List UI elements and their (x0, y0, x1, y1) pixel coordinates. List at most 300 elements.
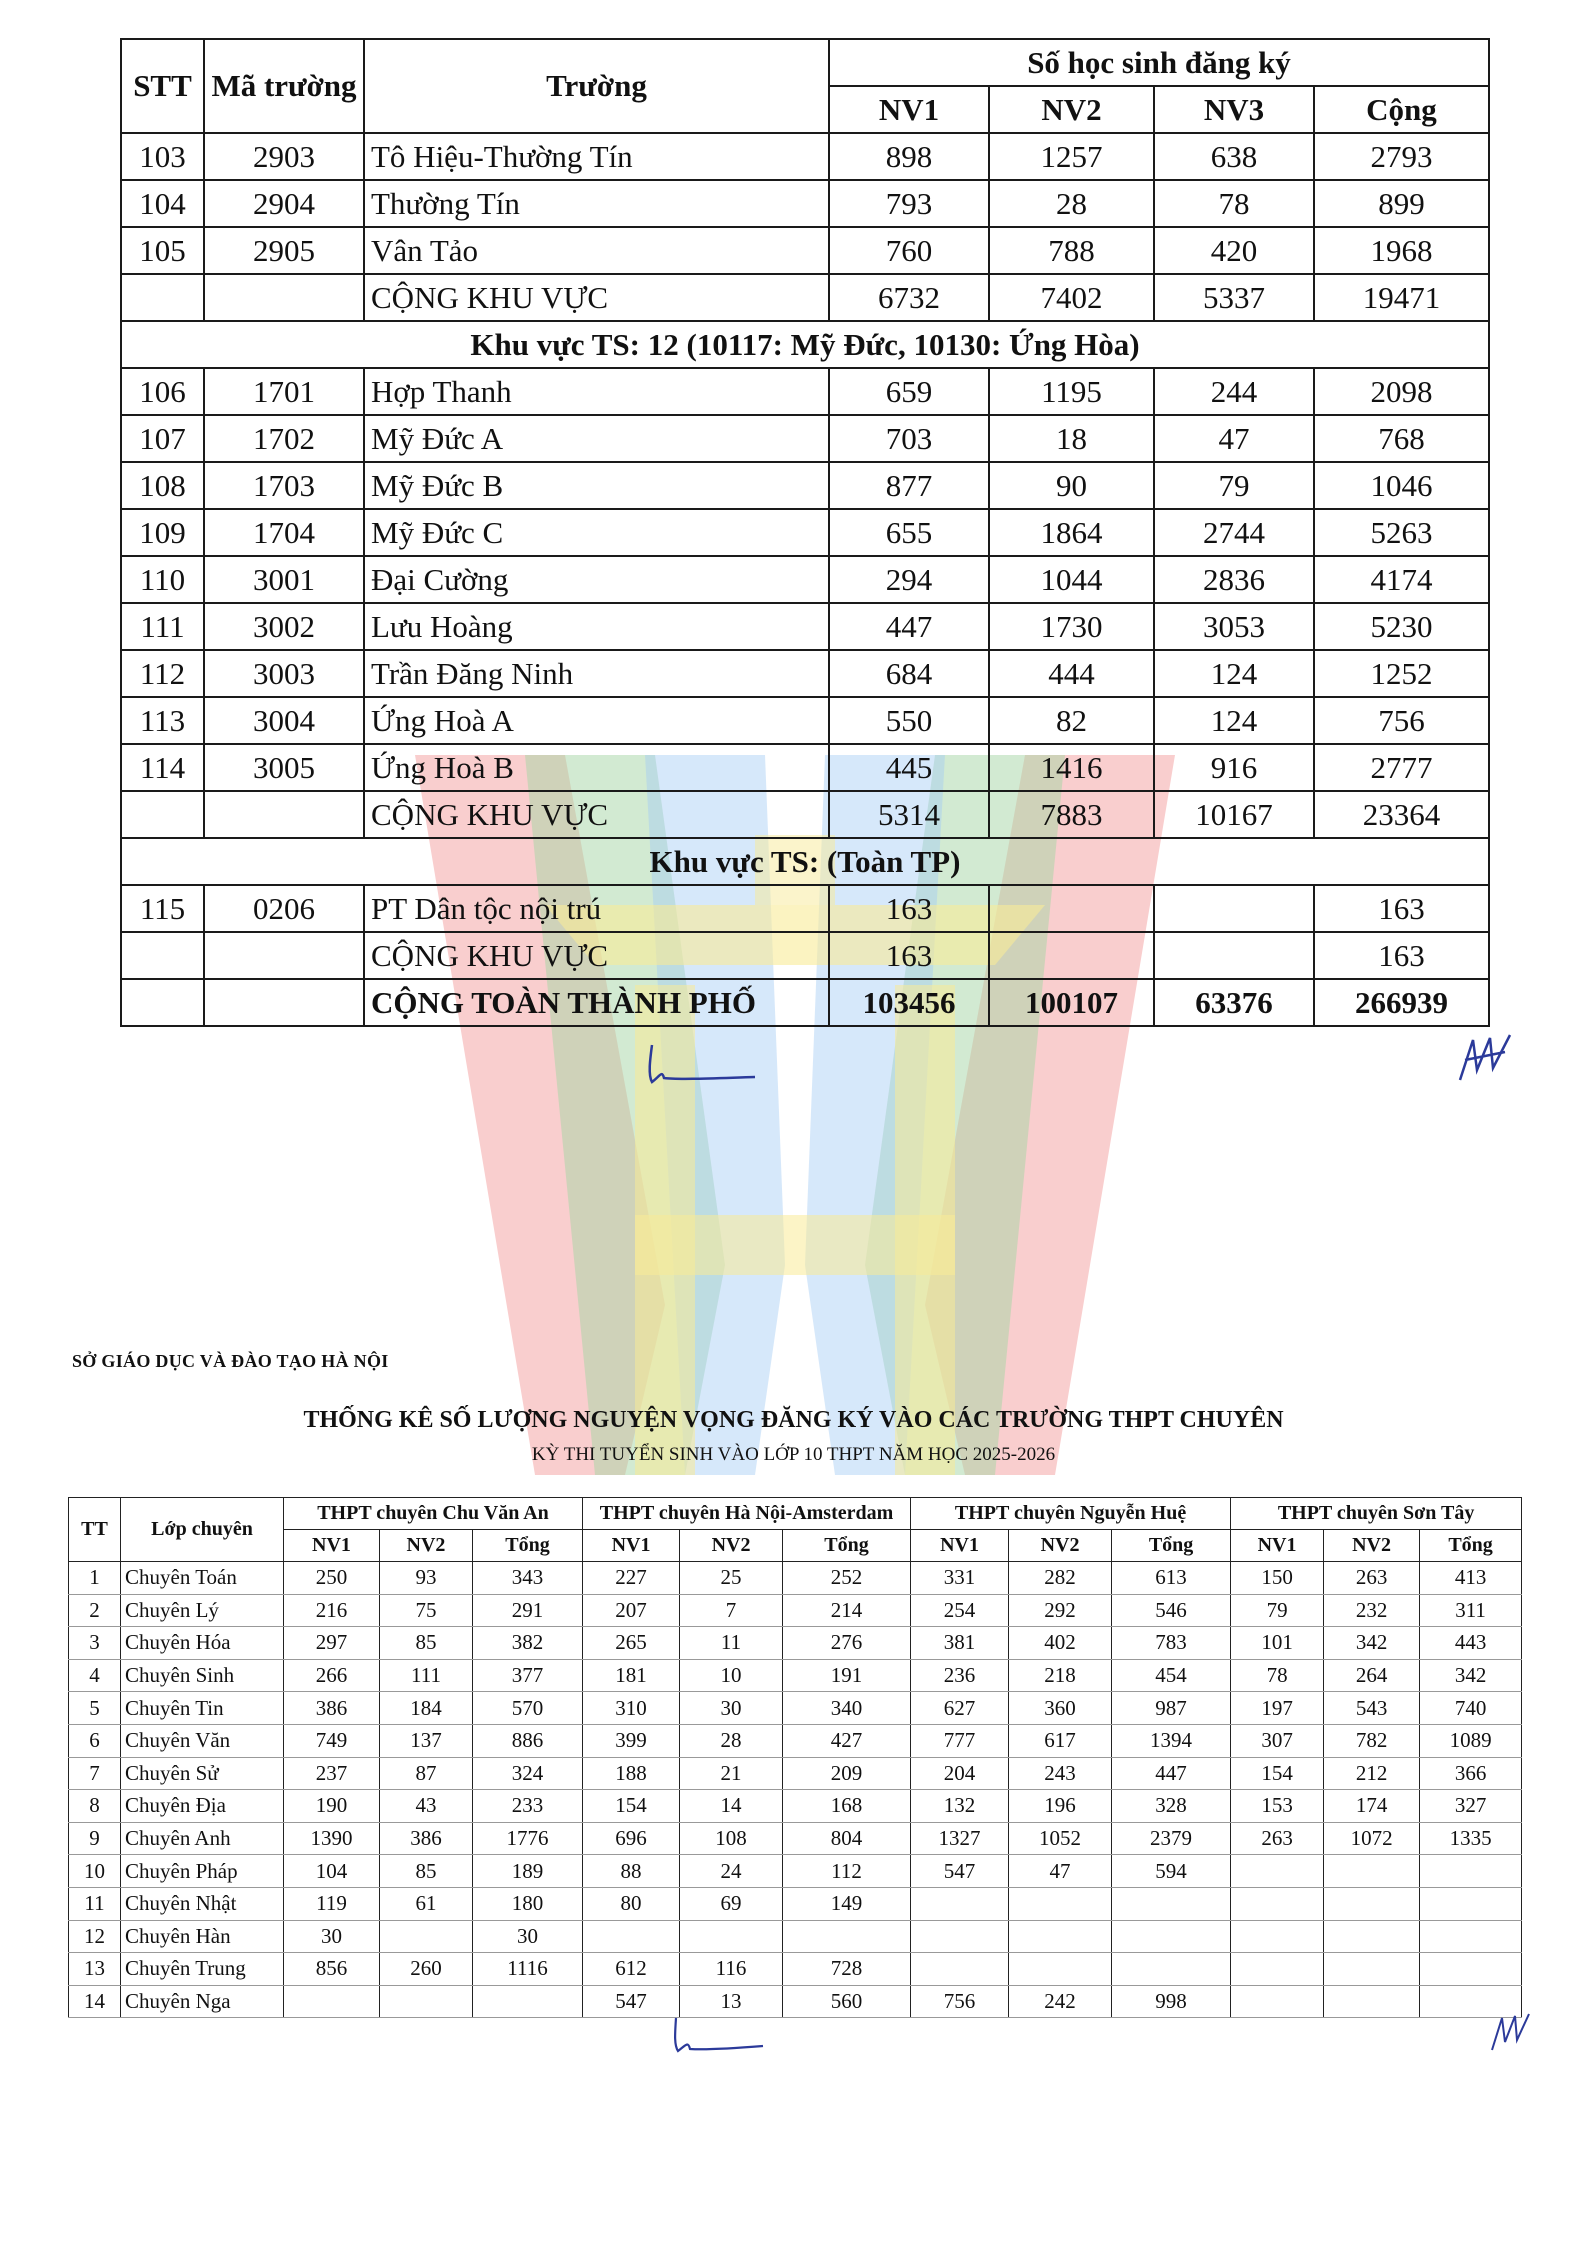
cell-nv2 (1009, 1953, 1112, 1986)
table-row (121, 885, 1489, 932)
cell-tong: 214 (783, 1594, 911, 1627)
cell-tong: 998 (1112, 1985, 1231, 2018)
cell-tong: 233 (473, 1790, 583, 1823)
cell-nv2: 21 (680, 1757, 783, 1790)
cell-nv3: 63376 (1154, 979, 1314, 1026)
cell-nv2: 7402 (989, 274, 1154, 321)
cell-stt: 111 (121, 603, 204, 650)
cell-nv2: 82 (989, 697, 1154, 744)
cell-nv2: 386 (380, 1822, 473, 1855)
cell-stt (121, 979, 204, 1026)
cell-nv2: 11 (680, 1627, 783, 1660)
cell-tong: 2379 (1112, 1822, 1231, 1855)
total-row (121, 979, 1489, 1026)
cell-nv2: 108 (680, 1822, 783, 1855)
cell-tong: 377 (473, 1659, 583, 1692)
cell-nv3: 2836 (1154, 556, 1314, 603)
cell-truong: Lưu Hoàng (364, 603, 829, 650)
cell-tong (1420, 1920, 1522, 1953)
header-ma-truong: Mã trường (204, 39, 364, 133)
table-row (69, 1562, 1522, 1595)
cell-nv1: 877 (829, 462, 989, 509)
cell-cong: 19471 (1314, 274, 1489, 321)
cell-tong: 342 (1420, 1659, 1522, 1692)
cell-nv3 (1154, 932, 1314, 979)
cell-nv2: 24 (680, 1855, 783, 1888)
cell-nv2: 1195 (989, 368, 1154, 415)
cell-truong: CỘNG KHU VỰC (364, 932, 829, 979)
cell-stt (121, 791, 204, 838)
header-tong: Tổng (1112, 1530, 1231, 1562)
cell-nv2: 218 (1009, 1659, 1112, 1692)
cell-tong: 343 (473, 1562, 583, 1595)
cell-tong: 366 (1420, 1757, 1522, 1790)
cell-ma-truong: 3001 (204, 556, 364, 603)
cell-truong: PT Dân tộc nội trú (364, 885, 829, 932)
cell-tt: 7 (69, 1757, 121, 1790)
cell-nv1: 331 (911, 1562, 1009, 1595)
cell-nv1: 756 (911, 1985, 1009, 2018)
cell-tt: 12 (69, 1920, 121, 1953)
cell-nv2: 292 (1009, 1594, 1112, 1627)
cell-nv2: 232 (1324, 1594, 1420, 1627)
cell-cong: 2098 (1314, 368, 1489, 415)
cell-cong: 899 (1314, 180, 1489, 227)
cell-tong: 252 (783, 1562, 911, 1595)
cell-nv2: 1044 (989, 556, 1154, 603)
cell-nv2: 47 (1009, 1855, 1112, 1888)
cell-tt: 13 (69, 1953, 121, 1986)
cell-nv2: 782 (1324, 1724, 1420, 1757)
cell-tong: 447 (1112, 1757, 1231, 1790)
cell-nv1 (1231, 1920, 1324, 1953)
cell-nv2: 25 (680, 1562, 783, 1595)
cell-nv1: 655 (829, 509, 989, 556)
cell-nv2: 13 (680, 1985, 783, 2018)
cell-tt: 3 (69, 1627, 121, 1660)
header-nv2: NV2 (989, 86, 1154, 133)
cell-nv1: 265 (583, 1627, 680, 1660)
cell-nv3: 10167 (1154, 791, 1314, 838)
cell-nv1 (911, 1920, 1009, 1953)
cell-nv1 (1231, 1985, 1324, 2018)
cell-nv1: 297 (284, 1627, 380, 1660)
cell-nv2 (680, 1920, 783, 1953)
cell-nv2: 184 (380, 1692, 473, 1725)
cell-nv2: 1052 (1009, 1822, 1112, 1855)
cell-nv1: 386 (284, 1692, 380, 1725)
table-row (69, 1659, 1522, 1692)
cell-cong: 163 (1314, 885, 1489, 932)
cell-stt: 110 (121, 556, 204, 603)
cell-nv2: 1257 (989, 133, 1154, 180)
cell-nv2: 137 (380, 1724, 473, 1757)
table-row (69, 1757, 1522, 1790)
cell-truong: Thường Tín (364, 180, 829, 227)
cell-lop-chuyen: Chuyên Lý (121, 1594, 284, 1627)
cell-nv2: 1730 (989, 603, 1154, 650)
cell-tt: 8 (69, 1790, 121, 1823)
cell-stt: 115 (121, 885, 204, 932)
cell-cong: 1046 (1314, 462, 1489, 509)
signature-mark (668, 2015, 768, 2060)
cell-nv1: 154 (583, 1790, 680, 1823)
cell-nv1: 216 (284, 1594, 380, 1627)
cell-truong: Mỹ Đức C (364, 509, 829, 556)
cell-nv2: 7883 (989, 791, 1154, 838)
cell-nv2: 69 (680, 1887, 783, 1920)
cell-nv1 (1231, 1953, 1324, 1986)
cell-ma-truong: 1701 (204, 368, 364, 415)
cell-cong: 768 (1314, 415, 1489, 462)
cell-nv1: 547 (911, 1855, 1009, 1888)
cell-nv2: 61 (380, 1887, 473, 1920)
table-row (121, 697, 1489, 744)
cell-lop-chuyen: Chuyên Tin (121, 1692, 284, 1725)
cell-tong: 987 (1112, 1692, 1231, 1725)
cell-stt: 105 (121, 227, 204, 274)
cell-nv1: 445 (829, 744, 989, 791)
cell-truong: Tô Hiệu-Thường Tín (364, 133, 829, 180)
cell-ma-truong: 3004 (204, 697, 364, 744)
cell-nv2: 30 (680, 1692, 783, 1725)
cell-nv2: 242 (1009, 1985, 1112, 2018)
header-school: THPT chuyên Nguyễn Huệ (911, 1498, 1231, 1530)
cell-truong: Hợp Thanh (364, 368, 829, 415)
cell-cong: 1252 (1314, 650, 1489, 697)
cell-tt: 10 (69, 1855, 121, 1888)
cell-nv2: 360 (1009, 1692, 1112, 1725)
org-name: SỞ GIÁO DỤC VÀ ĐÀO TẠO HÀ NỘI (72, 1351, 389, 1371)
cell-lop-chuyen: Chuyên Sử (121, 1757, 284, 1790)
cell-nv2 (380, 1920, 473, 1953)
cell-nv2: 342 (1324, 1627, 1420, 1660)
cell-truong: Đại Cường (364, 556, 829, 603)
table-row (121, 744, 1489, 791)
header-group: Số học sinh đăng ký (829, 39, 1489, 86)
cell-tt: 11 (69, 1887, 121, 1920)
cell-nv1: 250 (284, 1562, 380, 1595)
cell-tt: 4 (69, 1659, 121, 1692)
cell-tong: 1116 (473, 1953, 583, 1986)
cell-truong: Ứng Hoà B (364, 744, 829, 791)
table-row (69, 1920, 1522, 1953)
cell-tong: 291 (473, 1594, 583, 1627)
cell-tong: 189 (473, 1855, 583, 1888)
cell-nv2: 90 (989, 462, 1154, 509)
cell-nv1: 150 (1231, 1562, 1324, 1595)
section-heading: Khu vực TS: 12 (10117: Mỹ Đức, 10130: Ứng Hòa) (121, 321, 1489, 368)
cell-tong: 276 (783, 1627, 911, 1660)
cell-cong: 23364 (1314, 791, 1489, 838)
header-tong: Tổng (473, 1530, 583, 1562)
cell-nv3: 2744 (1154, 509, 1314, 556)
cell-nv3: 78 (1154, 180, 1314, 227)
cell-nv1: 898 (829, 133, 989, 180)
cell-lop-chuyen: Chuyên Địa (121, 1790, 284, 1823)
signature-mark (1488, 2010, 1533, 2055)
cell-nv1: 163 (829, 932, 989, 979)
cell-ma-truong: 3005 (204, 744, 364, 791)
cell-ma-truong (204, 791, 364, 838)
cell-nv3: 916 (1154, 744, 1314, 791)
cell-stt: 107 (121, 415, 204, 462)
table-row (69, 1692, 1522, 1725)
cell-cong: 1968 (1314, 227, 1489, 274)
cell-nv1: 30 (284, 1920, 380, 1953)
header-tong: Tổng (1420, 1530, 1522, 1562)
cell-nv2 (989, 932, 1154, 979)
table-row (121, 932, 1489, 979)
header-truong: Trường (364, 39, 829, 133)
cell-tong (1112, 1920, 1231, 1953)
cell-stt (121, 274, 204, 321)
header-nv1: NV1 (911, 1530, 1009, 1562)
cell-tong: 427 (783, 1724, 911, 1757)
cell-nv1: 447 (829, 603, 989, 650)
cell-nv2 (1009, 1920, 1112, 1953)
table-row (121, 274, 1489, 321)
cell-nv1: 101 (1231, 1627, 1324, 1660)
cell-nv1: 307 (1231, 1724, 1324, 1757)
table-row (121, 133, 1489, 180)
cell-tong: 594 (1112, 1855, 1231, 1888)
header-tt: TT (69, 1498, 121, 1562)
cell-tt: 2 (69, 1594, 121, 1627)
cell-nv1: 684 (829, 650, 989, 697)
cell-cong: 2793 (1314, 133, 1489, 180)
table-row (69, 1790, 1522, 1823)
cell-nv2: 402 (1009, 1627, 1112, 1660)
cell-nv1 (911, 1887, 1009, 1920)
cell-nv1: 188 (583, 1757, 680, 1790)
signature-mark (1455, 1030, 1515, 1085)
cell-nv2: 75 (380, 1594, 473, 1627)
cell-nv1: 237 (284, 1757, 380, 1790)
cell-tong: 327 (1420, 1790, 1522, 1823)
header-tong: Tổng (783, 1530, 911, 1562)
cell-nv2: 264 (1324, 1659, 1420, 1692)
cell-nv2: 282 (1009, 1562, 1112, 1595)
cell-tong: 209 (783, 1757, 911, 1790)
header-nv1: NV1 (284, 1530, 380, 1562)
cell-nv2: 28 (680, 1724, 783, 1757)
header-stt: STT (121, 39, 204, 133)
cell-nv1: 204 (911, 1757, 1009, 1790)
table-row (69, 1953, 1522, 1986)
cell-nv1: 80 (583, 1887, 680, 1920)
cell-tong: 30 (473, 1920, 583, 1953)
document-title: THỐNG KÊ SỐ LƯỢNG NGUYỆN VỌNG ĐĂNG KÝ VÀO CÁC TRƯỜNG THPT CHUYÊN (303, 1407, 1284, 1433)
cell-tong: 112 (783, 1855, 911, 1888)
cell-cong: 163 (1314, 932, 1489, 979)
cell-nv2: 260 (380, 1953, 473, 1986)
cell-nv1: 1390 (284, 1822, 380, 1855)
cell-tong: 413 (1420, 1562, 1522, 1595)
cell-nv2: 111 (380, 1659, 473, 1692)
cell-tong: 570 (473, 1692, 583, 1725)
cell-nv1: 263 (1231, 1822, 1324, 1855)
cell-nv1 (1231, 1855, 1324, 1888)
cell-tong: 340 (783, 1692, 911, 1725)
cell-tong: 728 (783, 1953, 911, 1986)
cell-truong: Vân Tảo (364, 227, 829, 274)
cell-nv2: 43 (380, 1790, 473, 1823)
cell-nv1: 760 (829, 227, 989, 274)
header-lop-chuyen: Lớp chuyên (121, 1498, 284, 1562)
cell-cong: 266939 (1314, 979, 1489, 1026)
cell-nv2: 1864 (989, 509, 1154, 556)
table-row (69, 1822, 1522, 1855)
cell-nv1: 550 (829, 697, 989, 744)
cell-lop-chuyen: Chuyên Hóa (121, 1627, 284, 1660)
cell-truong: CỘNG KHU VỰC (364, 791, 829, 838)
cell-truong: Mỹ Đức B (364, 462, 829, 509)
table-row (69, 1985, 1522, 2018)
table-row (121, 415, 1489, 462)
cell-tt: 5 (69, 1692, 121, 1725)
header-nv3: NV3 (1154, 86, 1314, 133)
header-school: THPT chuyên Sơn Tây (1231, 1498, 1522, 1530)
cell-nv1 (583, 1920, 680, 1953)
cell-cong: 5230 (1314, 603, 1489, 650)
table-row (121, 509, 1489, 556)
cell-nv1: 399 (583, 1724, 680, 1757)
cell-nv3: 5337 (1154, 274, 1314, 321)
cell-ma-truong: 2904 (204, 180, 364, 227)
cell-ma-truong: 0206 (204, 885, 364, 932)
cell-nv1: 659 (829, 368, 989, 415)
table-row (121, 368, 1489, 415)
cell-cong: 5263 (1314, 509, 1489, 556)
cell-nv1: 236 (911, 1659, 1009, 1692)
cell-nv1: 856 (284, 1953, 380, 1986)
cell-lop-chuyen: Chuyên Nga (121, 1985, 284, 2018)
document-subtitle: KỲ THI TUYỂN SINH VÀO LỚP 10 THPT NĂM HỌC 2025-2026 (531, 1444, 1056, 1465)
cell-nv1 (1231, 1887, 1324, 1920)
cell-tong: 1394 (1112, 1724, 1231, 1757)
header-cong: Cộng (1314, 86, 1489, 133)
cell-nv2: 243 (1009, 1757, 1112, 1790)
cell-tong: 613 (1112, 1562, 1231, 1595)
cell-ma-truong: 2905 (204, 227, 364, 274)
cell-tong (473, 1985, 583, 2018)
cell-nv1: 5314 (829, 791, 989, 838)
header-nv2: NV2 (1324, 1530, 1420, 1562)
cell-tong: 180 (473, 1887, 583, 1920)
cell-nv2: 1072 (1324, 1822, 1420, 1855)
cell-nv2 (1324, 1985, 1420, 2018)
cell-nv2: 263 (1324, 1562, 1420, 1595)
cell-nv1: 627 (911, 1692, 1009, 1725)
table-row (121, 650, 1489, 697)
table-row (121, 227, 1489, 274)
cell-truong: CỘNG KHU VỰC (364, 274, 829, 321)
cell-ma-truong: 3002 (204, 603, 364, 650)
table-row (69, 1594, 1522, 1627)
cell-nv2 (1009, 1887, 1112, 1920)
cell-lop-chuyen: Chuyên Văn (121, 1724, 284, 1757)
cell-tong: 546 (1112, 1594, 1231, 1627)
header-nv2: NV2 (680, 1530, 783, 1562)
cell-tong: 454 (1112, 1659, 1231, 1692)
cell-nv2 (1324, 1953, 1420, 1986)
cell-nv1: 88 (583, 1855, 680, 1888)
cell-nv1: 197 (1231, 1692, 1324, 1725)
cell-nv1: 703 (829, 415, 989, 462)
header-nv1: NV1 (583, 1530, 680, 1562)
cell-tong: 328 (1112, 1790, 1231, 1823)
cell-nv2: 10 (680, 1659, 783, 1692)
cell-ma-truong: 2903 (204, 133, 364, 180)
cell-nv1: 163 (829, 885, 989, 932)
section-heading: Khu vực TS: (Toàn TP) (121, 838, 1489, 885)
cell-nv2: 93 (380, 1562, 473, 1595)
cell-ma-truong: 1704 (204, 509, 364, 556)
cell-nv1 (911, 1953, 1009, 1986)
cell-tong (783, 1920, 911, 1953)
header-nv2: NV2 (380, 1530, 473, 1562)
cell-lop-chuyen: Chuyên Trung (121, 1953, 284, 1986)
cell-tong: 168 (783, 1790, 911, 1823)
cell-nv1: 266 (284, 1659, 380, 1692)
specialized-schools-table (68, 1497, 1522, 2018)
cell-nv3: 124 (1154, 650, 1314, 697)
cell-nv2: 85 (380, 1627, 473, 1660)
cell-truong: Mỹ Đức A (364, 415, 829, 462)
cell-nv2: 116 (680, 1953, 783, 1986)
cell-lop-chuyen: Chuyên Anh (121, 1822, 284, 1855)
cell-tong: 311 (1420, 1594, 1522, 1627)
cell-nv1: 207 (583, 1594, 680, 1627)
cell-nv2: 85 (380, 1855, 473, 1888)
cell-tong (1420, 1855, 1522, 1888)
cell-stt: 106 (121, 368, 204, 415)
signature-mark (640, 1040, 760, 1090)
cell-nv2: 100107 (989, 979, 1154, 1026)
header-nv2: NV2 (1009, 1530, 1112, 1562)
cell-nv1: 132 (911, 1790, 1009, 1823)
cell-nv1: 181 (583, 1659, 680, 1692)
cell-nv1: 696 (583, 1822, 680, 1855)
cell-ma-truong: 1702 (204, 415, 364, 462)
cell-nv1: 79 (1231, 1594, 1324, 1627)
cell-tong: 1089 (1420, 1724, 1522, 1757)
cell-nv2 (1324, 1920, 1420, 1953)
cell-ma-truong (204, 979, 364, 1026)
cell-nv1: 381 (911, 1627, 1009, 1660)
cell-ma-truong: 3003 (204, 650, 364, 697)
cell-tong: 1335 (1420, 1822, 1522, 1855)
table-row (69, 1855, 1522, 1888)
cell-tt: 1 (69, 1562, 121, 1595)
cell-nv1: 119 (284, 1887, 380, 1920)
cell-stt: 113 (121, 697, 204, 744)
table-row (121, 462, 1489, 509)
cell-lop-chuyen: Chuyên Pháp (121, 1855, 284, 1888)
cell-stt: 109 (121, 509, 204, 556)
cell-tong: 886 (473, 1724, 583, 1757)
table-row (121, 556, 1489, 603)
cell-truong: CỘNG TOÀN THÀNH PHỐ (364, 979, 829, 1026)
cell-stt: 104 (121, 180, 204, 227)
table-row (121, 791, 1489, 838)
cell-nv2 (1324, 1887, 1420, 1920)
cell-cong: 2777 (1314, 744, 1489, 791)
cell-nv2: 617 (1009, 1724, 1112, 1757)
cell-nv3: 420 (1154, 227, 1314, 274)
cell-nv3: 79 (1154, 462, 1314, 509)
